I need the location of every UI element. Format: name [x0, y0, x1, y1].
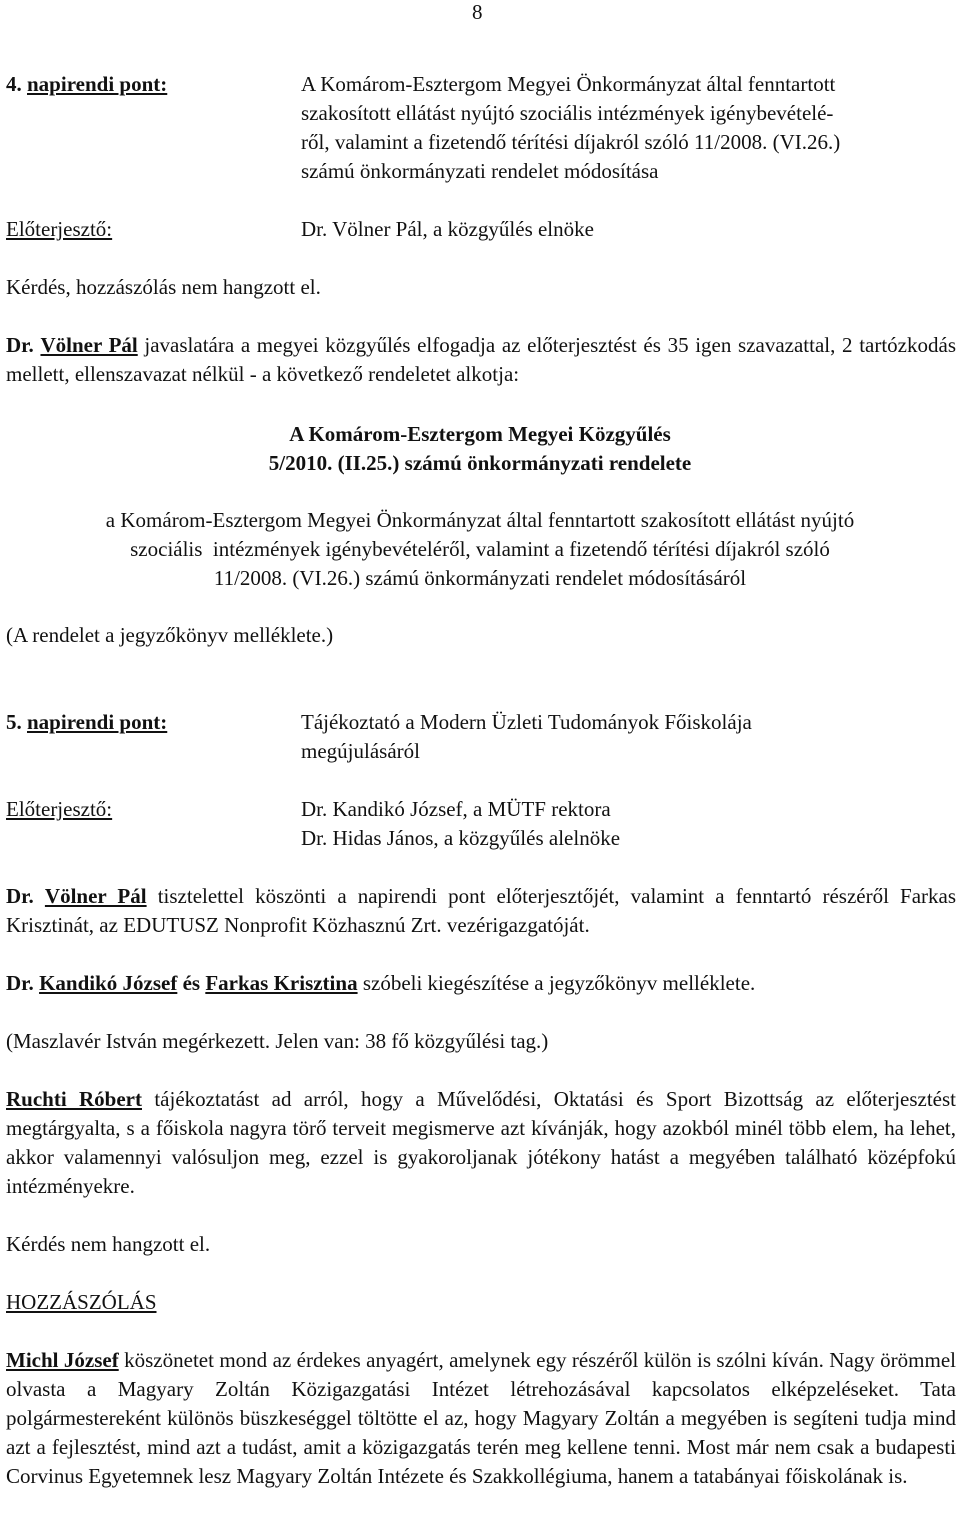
conjunction: és — [177, 971, 206, 995]
speaker-name: Völner Pál — [40, 333, 138, 357]
item4-number: 4. — [6, 72, 22, 96]
item4-presenter-label: Előterjesztő: — [6, 217, 113, 241]
item4-title-line: ről, valamint a fizetendő térítési díjakról szóló 11/2008. (VI.26.) — [301, 130, 841, 154]
annex-note: (A rendelet a jegyzőkönyv melléklete.) — [6, 623, 334, 647]
speaker-name: Völner Pál — [44, 884, 147, 908]
decree-title-line: a Komárom-Esztergom Megyei Önkormányzat által fenntartott szakosított ellátást nyújtó — [105, 508, 855, 532]
item5-paragraph-6 — [6, 1346, 956, 1491]
decree-title-line: 11/2008. (VI.26.) számú önkormányzati rendelet módosításáról — [213, 566, 747, 590]
speaker-name: Farkas Krisztina — [205, 971, 358, 995]
item5-paragraph-2 — [6, 969, 755, 998]
item5-paragraph-4 — [6, 1085, 956, 1201]
item5-paragraph-3: (Maszlavér István megérkezett. Jelen van: 38 fő közgyűlési tag.) — [6, 1029, 549, 1053]
item4-title-line: szakosított ellátást nyújtó szociális intézmények igénybevételé- — [301, 101, 834, 125]
speaker-name: Ruchti Róbert — [6, 1087, 142, 1111]
speaker-name: Michl József — [6, 1348, 119, 1372]
speaker-title: Dr. — [6, 333, 34, 357]
item4-no-questions: Kérdés, hozzászólás nem hangzott el. — [6, 275, 321, 299]
item5-heading — [6, 708, 167, 737]
paragraph-text: köszönetet mond az érdekes anyagért, amelynek egy részéről külön is szólni kíván. Nagy örömmel olvasta a Magyary Zoltán Közigazgatási Intézet létrehozásával kapcsolatos elképzeléseket. Tata polgármestereként különös büszkeséggel töltötte el az, hogy Magyary Zoltán a megyében is segíteni tudja mind azt a fejlesztést, mind azt a tudást, amit a közigazgatás terén meg kellene tenni. Most már nem csak a budapesti Corvinus Egyetemnek lesz Magyary Zoltán Intézete és Szakkollégiuma, hanem a tatabányai főiskolának is. — [6, 1348, 957, 1488]
item5-label: napirendi pont: — [27, 710, 168, 734]
paragraph-text: tájékoztatást ad arról, hogy a Művelődési, Oktatási és Sport Bizottság az előterjesztést megtárgyalta, s a főiskola nagyra törő terveit megismerve azt kívánják, hogy azokból minél több elem, ha lehet, akkor valamennyi valósuljon meg, ezzel is gyakoroljanak jótékony hatást a megyében található középfokú intézményekre. — [6, 1087, 957, 1198]
item5-presenter: Dr. Hidas János, a közgyűlés alelnöke — [301, 826, 621, 850]
item4-decision-paragraph — [6, 331, 956, 389]
item4-title-line: A Komárom-Esztergom Megyei Önkormányzat által fenntartott — [301, 72, 836, 96]
item4-title-line: számú önkormányzati rendelet módosítása — [301, 159, 659, 183]
item5-number: 5. — [6, 710, 22, 734]
section-heading: HOZZÁSZÓLÁS — [6, 1290, 157, 1314]
item5-title-line: megújulásáról — [301, 739, 420, 763]
item4-label: napirendi pont: — [27, 72, 168, 96]
speaker-name: Kandikó József — [39, 971, 178, 995]
paragraph-text: javaslatára a megyei közgyűlés elfogadja az előterjesztést és 35 igen szavazattal, 2 tartózkodás mellett, ellenszavazat nélkül - a következő rendeletet alkotja: — [6, 333, 956, 386]
speaker-title: Dr. — [6, 971, 34, 995]
speaker-title: Dr. — [6, 884, 34, 908]
item4-heading — [6, 70, 167, 99]
item5-presenter: Dr. Kandikó József, a MÜTF rektora — [301, 797, 611, 821]
item5-paragraph-1 — [6, 882, 956, 940]
item5-presenter-label: Előterjesztő: — [6, 797, 113, 821]
paragraph-text: szóbeli kiegészítése a jegyzőkönyv melléklete. — [357, 971, 756, 995]
decree-heading: A Komárom-Esztergom Megyei Közgyűlés — [289, 422, 671, 446]
page-number: 8 — [472, 0, 483, 24]
item5-title-line: Tájékoztató a Modern Üzleti Tudományok Főiskolája — [301, 710, 752, 734]
decree-title-line: szociális intézmények igénybevételéről, valamint a fizetendő térítési díjakról szóló — [130, 537, 830, 561]
item4-presenter: Dr. Völner Pál, a közgyűlés elnöke — [301, 217, 594, 241]
paragraph-text: tisztelettel köszönti a napirendi pont előterjesztőjét, valamint a fenntartó részéről Farkas Krisztinát, az EDUTUSZ Nonprofit Közhasznú Zrt. vezérigazgatóját. — [6, 884, 957, 937]
item5-paragraph-5: Kérdés nem hangzott el. — [6, 1232, 211, 1256]
decree-number: 5/2010. (II.25.) számú önkormányzati rendelete — [268, 451, 692, 475]
